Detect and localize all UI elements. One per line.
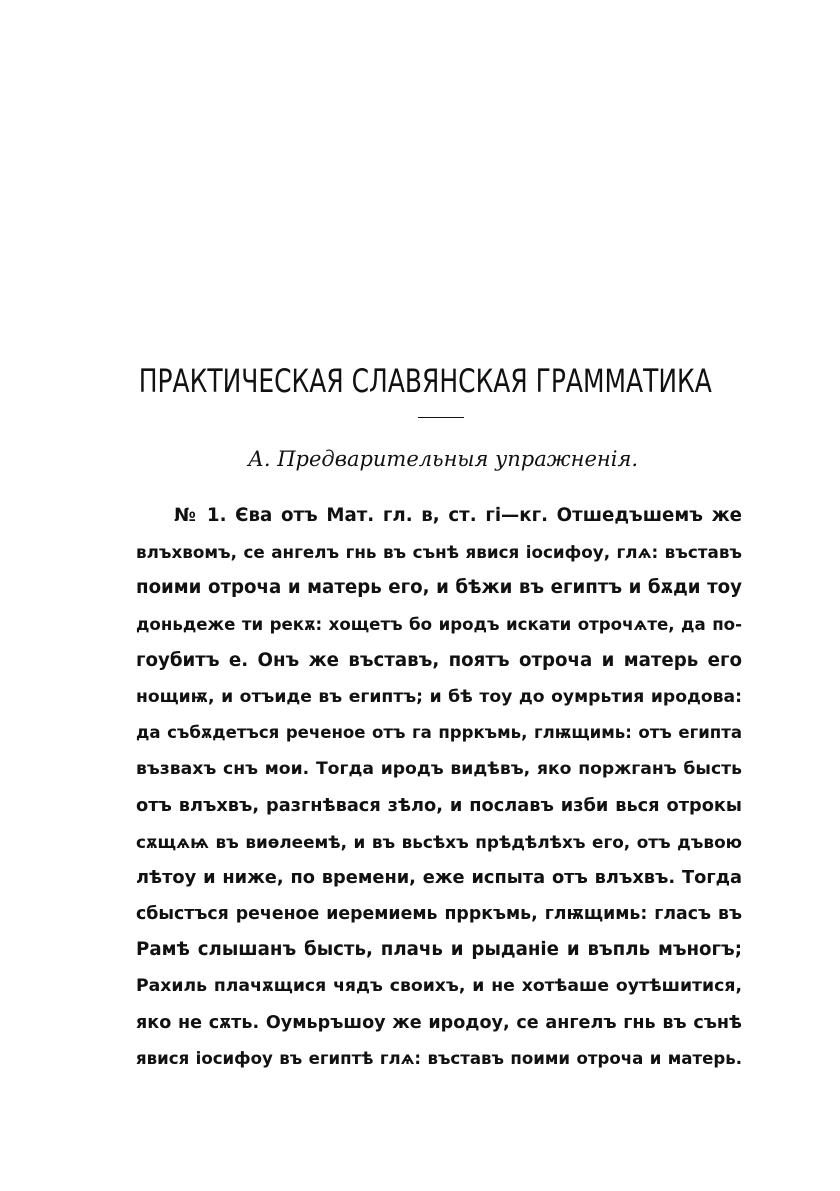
text-line: влъхвомъ, се ангелъ гнь въ сънѣ явися іосифоу, глѧ: въставъ bbox=[136, 542, 742, 563]
text-line: № 1. Єва отъ Мат. гл. в, ст. гі—кг. Отшедъшемъ же bbox=[174, 505, 742, 526]
page-title: ПРАКТИЧЕСКАЯ СЛАВЯНСКАЯ ГРАММАТИКА bbox=[138, 362, 712, 400]
title-divider bbox=[418, 417, 464, 418]
text-line: да събѫдетъся реченое отъ га прркъмь, глѭщимь: отъ египта bbox=[136, 723, 742, 743]
text-line: отъ влъхвъ, разгнѣвася зѣло, и пославъ изби вься отрокы bbox=[136, 795, 742, 816]
text-line: сѫщѧѩ въ виѳлеемѣ, и въ вьсѣхъ прѣдѣлѣхъ его, отъ дъвою bbox=[136, 831, 742, 852]
text-line: лѣтоу и ниже, по времени, еже испыта отъ влъхвъ. Тогда bbox=[136, 866, 742, 888]
text-line: доньдеже ти рекѫ: хощетъ бо иродъ искати отрочѧте, да по- bbox=[136, 614, 742, 634]
text-line: яко не сѫть. Оумьръшоу же иродоу, се ангелъ гнь въ сънѣ bbox=[136, 1012, 742, 1033]
text-line: поими отроча и матерь его, и бѣжи въ египтъ и бѫди тоу bbox=[136, 577, 742, 599]
text-line: гоубитъ е. Онъ же въставъ, поятъ отроча и матерь его bbox=[136, 649, 742, 671]
exercise-text bbox=[136, 498, 742, 1077]
text-line: нощиѭ, и отъиде въ египтъ; и бѣ тоу до оумрьтия иродова: bbox=[136, 686, 742, 707]
text-line: възвахъ снъ мои. Тогда иродъ видѣвъ, яко поржганъ бысть bbox=[136, 759, 742, 780]
text-line: сбыстъся реченое иеремиемь прркъмь, глѭщимь: гласъ въ bbox=[136, 904, 742, 925]
text-line: Рамѣ слышанъ бысть, плачь и рыданіе и въпль мъногъ; bbox=[136, 939, 742, 961]
section-heading: А. Предварительныя упражненія. bbox=[247, 447, 639, 471]
text-line: явися іосифоу въ египтѣ глѧ: въставъ поими отроча и матерь. bbox=[136, 1048, 742, 1068]
text-line: Рахиль плачѫщися чядъ своихъ, и не хотѣаше оутѣшитися, bbox=[136, 976, 742, 997]
